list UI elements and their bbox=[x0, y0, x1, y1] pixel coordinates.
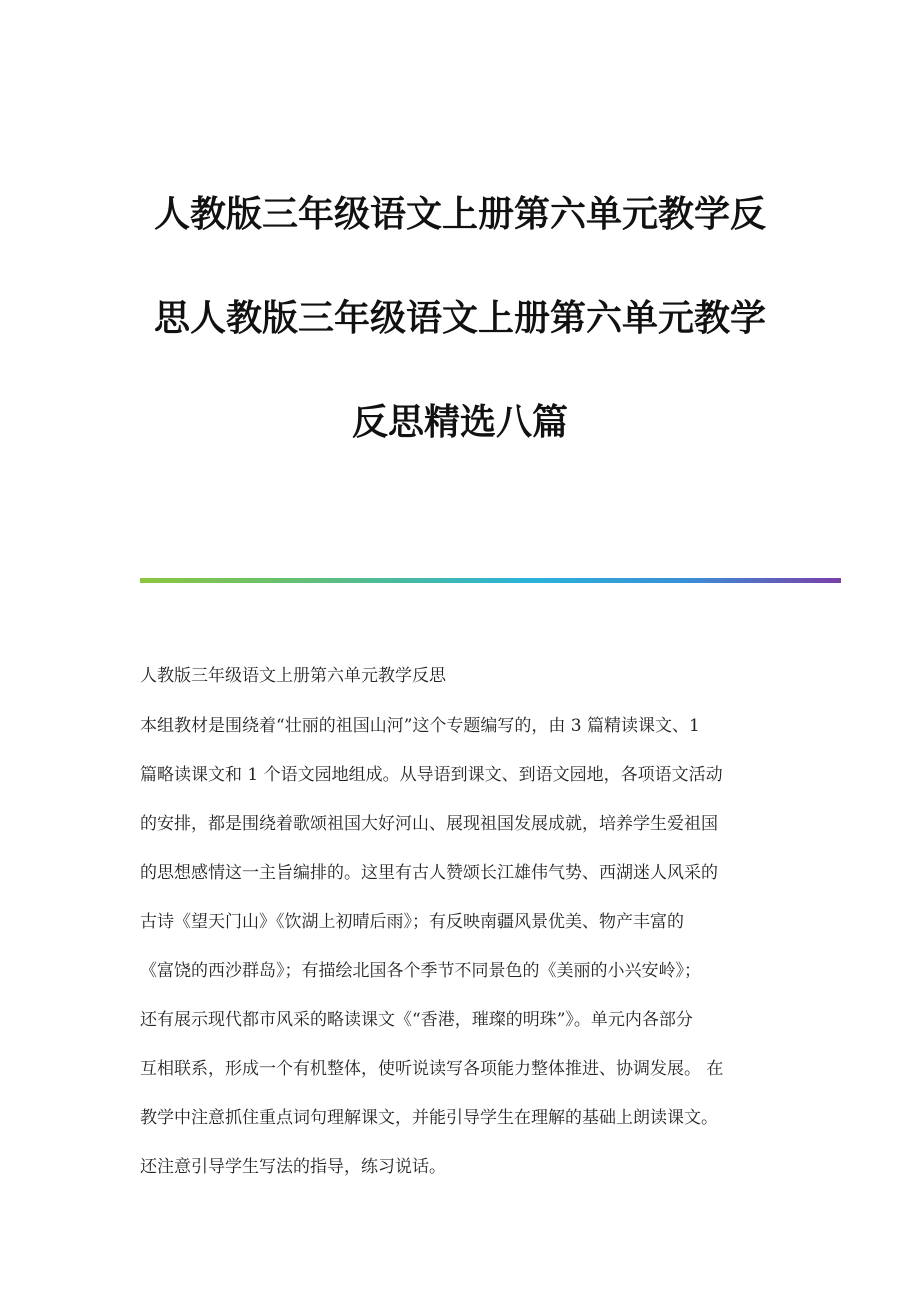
title-line-3: 反思精选八篇 bbox=[351, 401, 568, 443]
paragraph-line: 还注意引导学生写法的指导，练习说话。 bbox=[140, 1157, 446, 1177]
section-heading: 人教版三年级语文上册第六单元教学反思 bbox=[140, 666, 446, 686]
paragraph-line: 教学中注意抓住重点词句理解课文，并能引导学生在理解的基础上朗读课文。 bbox=[140, 1108, 718, 1128]
paragraph-line: 的思想感情这一主旨编排的。这里有古人赞颂长江雄伟气势、西湖迷人风采的 bbox=[140, 863, 718, 883]
paragraph-line: 互相联系，形成一个有机整体，使听说读写各项能力整体推进、协调发展。 在 bbox=[140, 1059, 724, 1079]
gradient-divider bbox=[140, 578, 841, 583]
paragraph-line: 篇略读课文和 1 个语文园地组成。从导语到课文、到语文园地，各项语文活动 bbox=[140, 765, 723, 785]
paragraph-line: 的安排，都是围绕着歌颂祖国大好河山、展现祖国发展成就，培养学生爱祖国 bbox=[140, 814, 718, 834]
paragraph-line: 《富饶的西沙群岛》；有描绘北国各个季节不同景色的《美丽的小兴安岭》； bbox=[140, 961, 701, 981]
title-line-2: 思人教版三年级语文上册第六单元教学 bbox=[153, 297, 766, 339]
title-line-1: 人教版三年级语文上册第六单元教学反 bbox=[153, 193, 766, 235]
document-body bbox=[140, 660, 780, 1200]
paragraph-line: 还有展示现代都市风采的略读课文《“香港，璀璨的明珠”》。单元内各部分 bbox=[140, 1010, 693, 1030]
paragraph-line: 古诗《望天门山》《饮湖上初晴后雨》；有反映南疆风景优美、物产丰富的 bbox=[140, 912, 684, 932]
paragraph-line: 本组教材是围绕着“壮丽的祖国山河”这个专题编写的，由 3 篇精读课文、1 bbox=[140, 716, 700, 736]
document-title bbox=[120, 188, 800, 500]
